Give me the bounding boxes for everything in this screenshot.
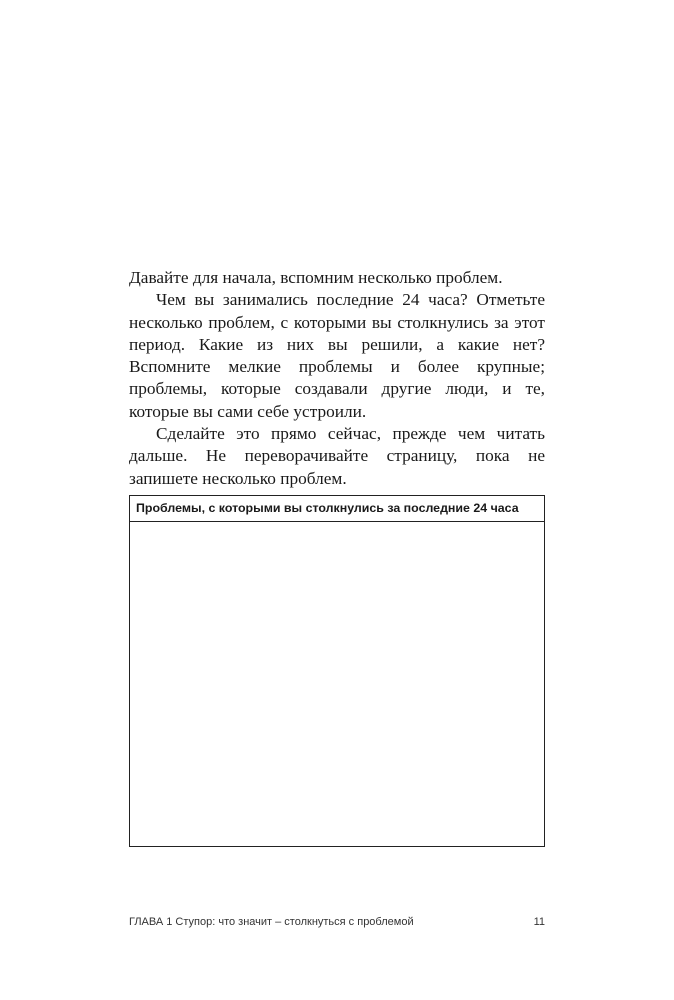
exercise-box-header: Проблемы, с которыми вы столкнулись за последние 24 часа xyxy=(130,496,544,522)
page-footer xyxy=(129,916,545,928)
paragraph-question: Чем вы занимались последние 24 часа? Отметьте несколько проблем, с которыми вы столкнулись за этот период. Какие из них вы решили, а какие нет? Вспомните мелкие проблемы и более крупные; проблемы, которые создавали другие люди, и те, которые вы сами себе устроили. xyxy=(129,290,545,421)
paragraph-intro: Давайте для начала, вспомним несколько проблем. xyxy=(129,268,503,287)
exercise-box-writing-area xyxy=(130,522,544,845)
exercise-box xyxy=(129,495,545,847)
page-number: 11 xyxy=(533,916,545,928)
main-text xyxy=(129,267,545,490)
running-head: ГЛАВА 1 Ступор: что значит – столкнуться с проблемой xyxy=(129,916,414,928)
paragraph-instruction: Сделайте это прямо сейчас, прежде чем читать дальше. Не переворачивайте страницу, пока не запишете несколько проблем. xyxy=(129,424,545,488)
